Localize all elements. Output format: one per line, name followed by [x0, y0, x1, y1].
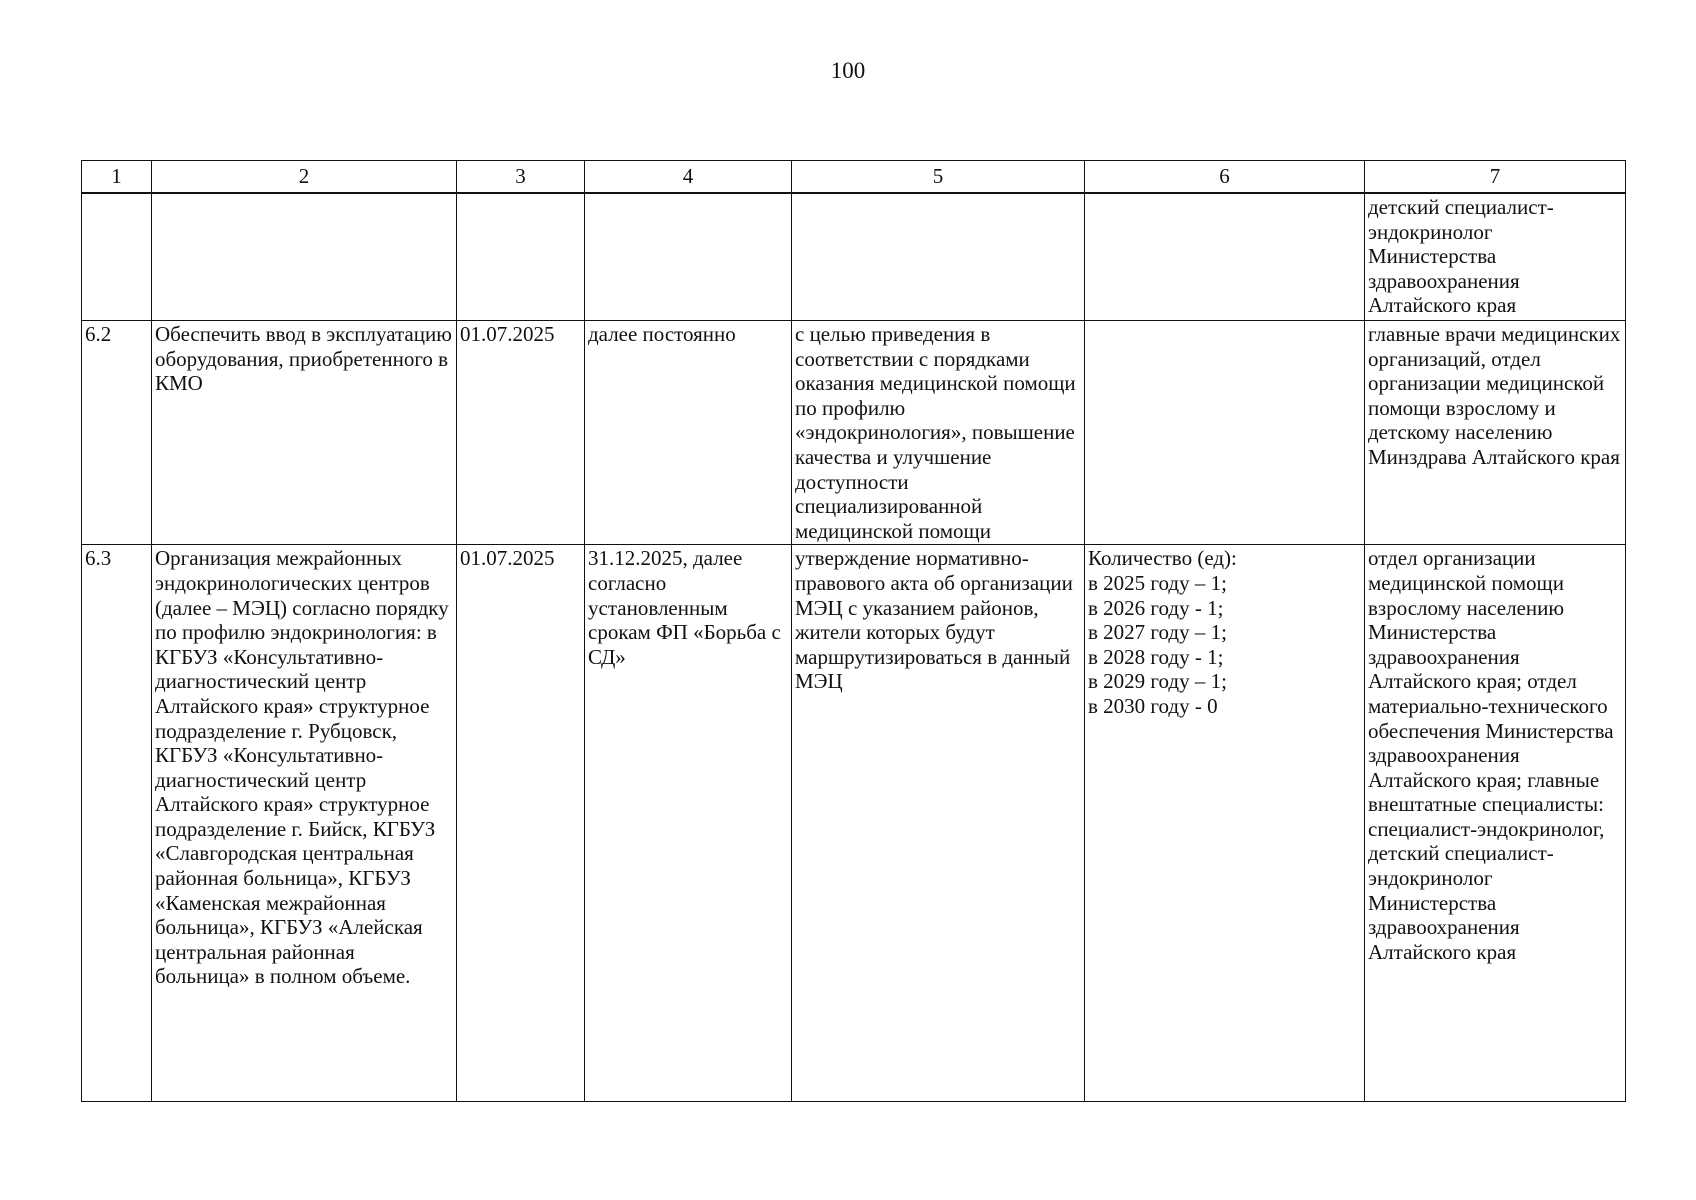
column-header-2: 2	[152, 161, 457, 194]
indicator-line: в 2025 году – 1;	[1088, 570, 1227, 595]
cell-responsible: детский специалист-эндокринолог Министерства здравоохранения Алтайского края	[1365, 193, 1626, 321]
plan-table	[81, 160, 1626, 1102]
cell-activity: Организация межрайонных эндокринологических центров (далее – МЭЦ) согласно порядку по профилю эндокринология: в КГБУЗ «Консультативно-диагностический центр Алтайского края» структурное подразделение г. Рубцовск, КГБУЗ «Консультативно-диагностический центр Алтайского края» структурное подразделение г. Бийск, КГБУЗ «Славгородская центральная районная больница», КГБУЗ «Каменская межрайонная больница», КГБУЗ «Алейская центральная районная больница» в полном объеме.	[152, 545, 457, 1102]
cell-activity	[152, 193, 457, 321]
table-row	[82, 545, 1626, 1102]
table-header	[82, 161, 1626, 194]
page-number: 100	[830, 58, 866, 83]
cell-indicator	[1085, 321, 1365, 545]
cell-result: с целью приведения в соответствии с порядками оказания медицинской помощи по профилю «эндокринология», повышение качества и улучшение доступности специализированной медицинской помощи	[792, 321, 1085, 545]
indicator-line: в 2026 году - 1;	[1088, 595, 1224, 620]
cell-responsible: главные врачи медицинских организаций, отдел организации медицинской помощи взрослому и детскому населению Минздрава Алтайского края	[1365, 321, 1626, 545]
cell-number: 6.3	[82, 545, 152, 1102]
cell-activity: Обеспечить ввод в эксплуатацию оборудования, приобретенного в КМО	[152, 321, 457, 545]
cell-number: 6.2	[82, 321, 152, 545]
cell-number	[82, 193, 152, 321]
indicator-line: в 2027 году – 1;	[1088, 620, 1227, 645]
cell-end-date	[585, 193, 792, 321]
cell-responsible: отдел организации медицинской помощи взрослому населению Министерства здравоохранения Алтайского края; отдел материально-технического обеспечения Министерства здравоохранения Алтайского края; главные внештатные специалисты: специалист-эндокринолог, детский специалист-эндокринолог Министерства здравоохранения Алтайского края	[1365, 545, 1626, 1102]
cell-end-date: далее постоянно	[585, 321, 792, 545]
column-header-3: 3	[457, 161, 585, 194]
column-header-7: 7	[1365, 161, 1626, 194]
cell-start-date	[457, 193, 585, 321]
header-row	[82, 161, 1626, 194]
indicator-line: Количество (ед):	[1088, 546, 1237, 571]
cell-end-date: 31.12.2025, далее согласно установленным срокам ФП «Борьба с СД»	[585, 545, 792, 1102]
cell-indicator	[1085, 193, 1365, 321]
table-row	[82, 321, 1626, 545]
column-header-6: 6	[1085, 161, 1365, 194]
column-header-4: 4	[585, 161, 792, 194]
indicator-line: в 2029 году – 1;	[1088, 669, 1227, 694]
column-header-5: 5	[792, 161, 1085, 194]
cell-start-date: 01.07.2025	[457, 321, 585, 545]
indicator-line: в 2028 году - 1;	[1088, 644, 1224, 669]
table-row	[82, 193, 1626, 321]
cell-start-date: 01.07.2025	[457, 545, 585, 1102]
cell-indicator	[1085, 545, 1365, 1102]
indicator-line: в 2030 году - 0	[1088, 693, 1218, 718]
column-header-1: 1	[82, 161, 152, 194]
cell-result	[792, 193, 1085, 321]
cell-result: утверждение нормативно-правового акта об организации МЭЦ с указанием районов, жители которых будут маршрутизироваться в данный МЭЦ	[792, 545, 1085, 1102]
